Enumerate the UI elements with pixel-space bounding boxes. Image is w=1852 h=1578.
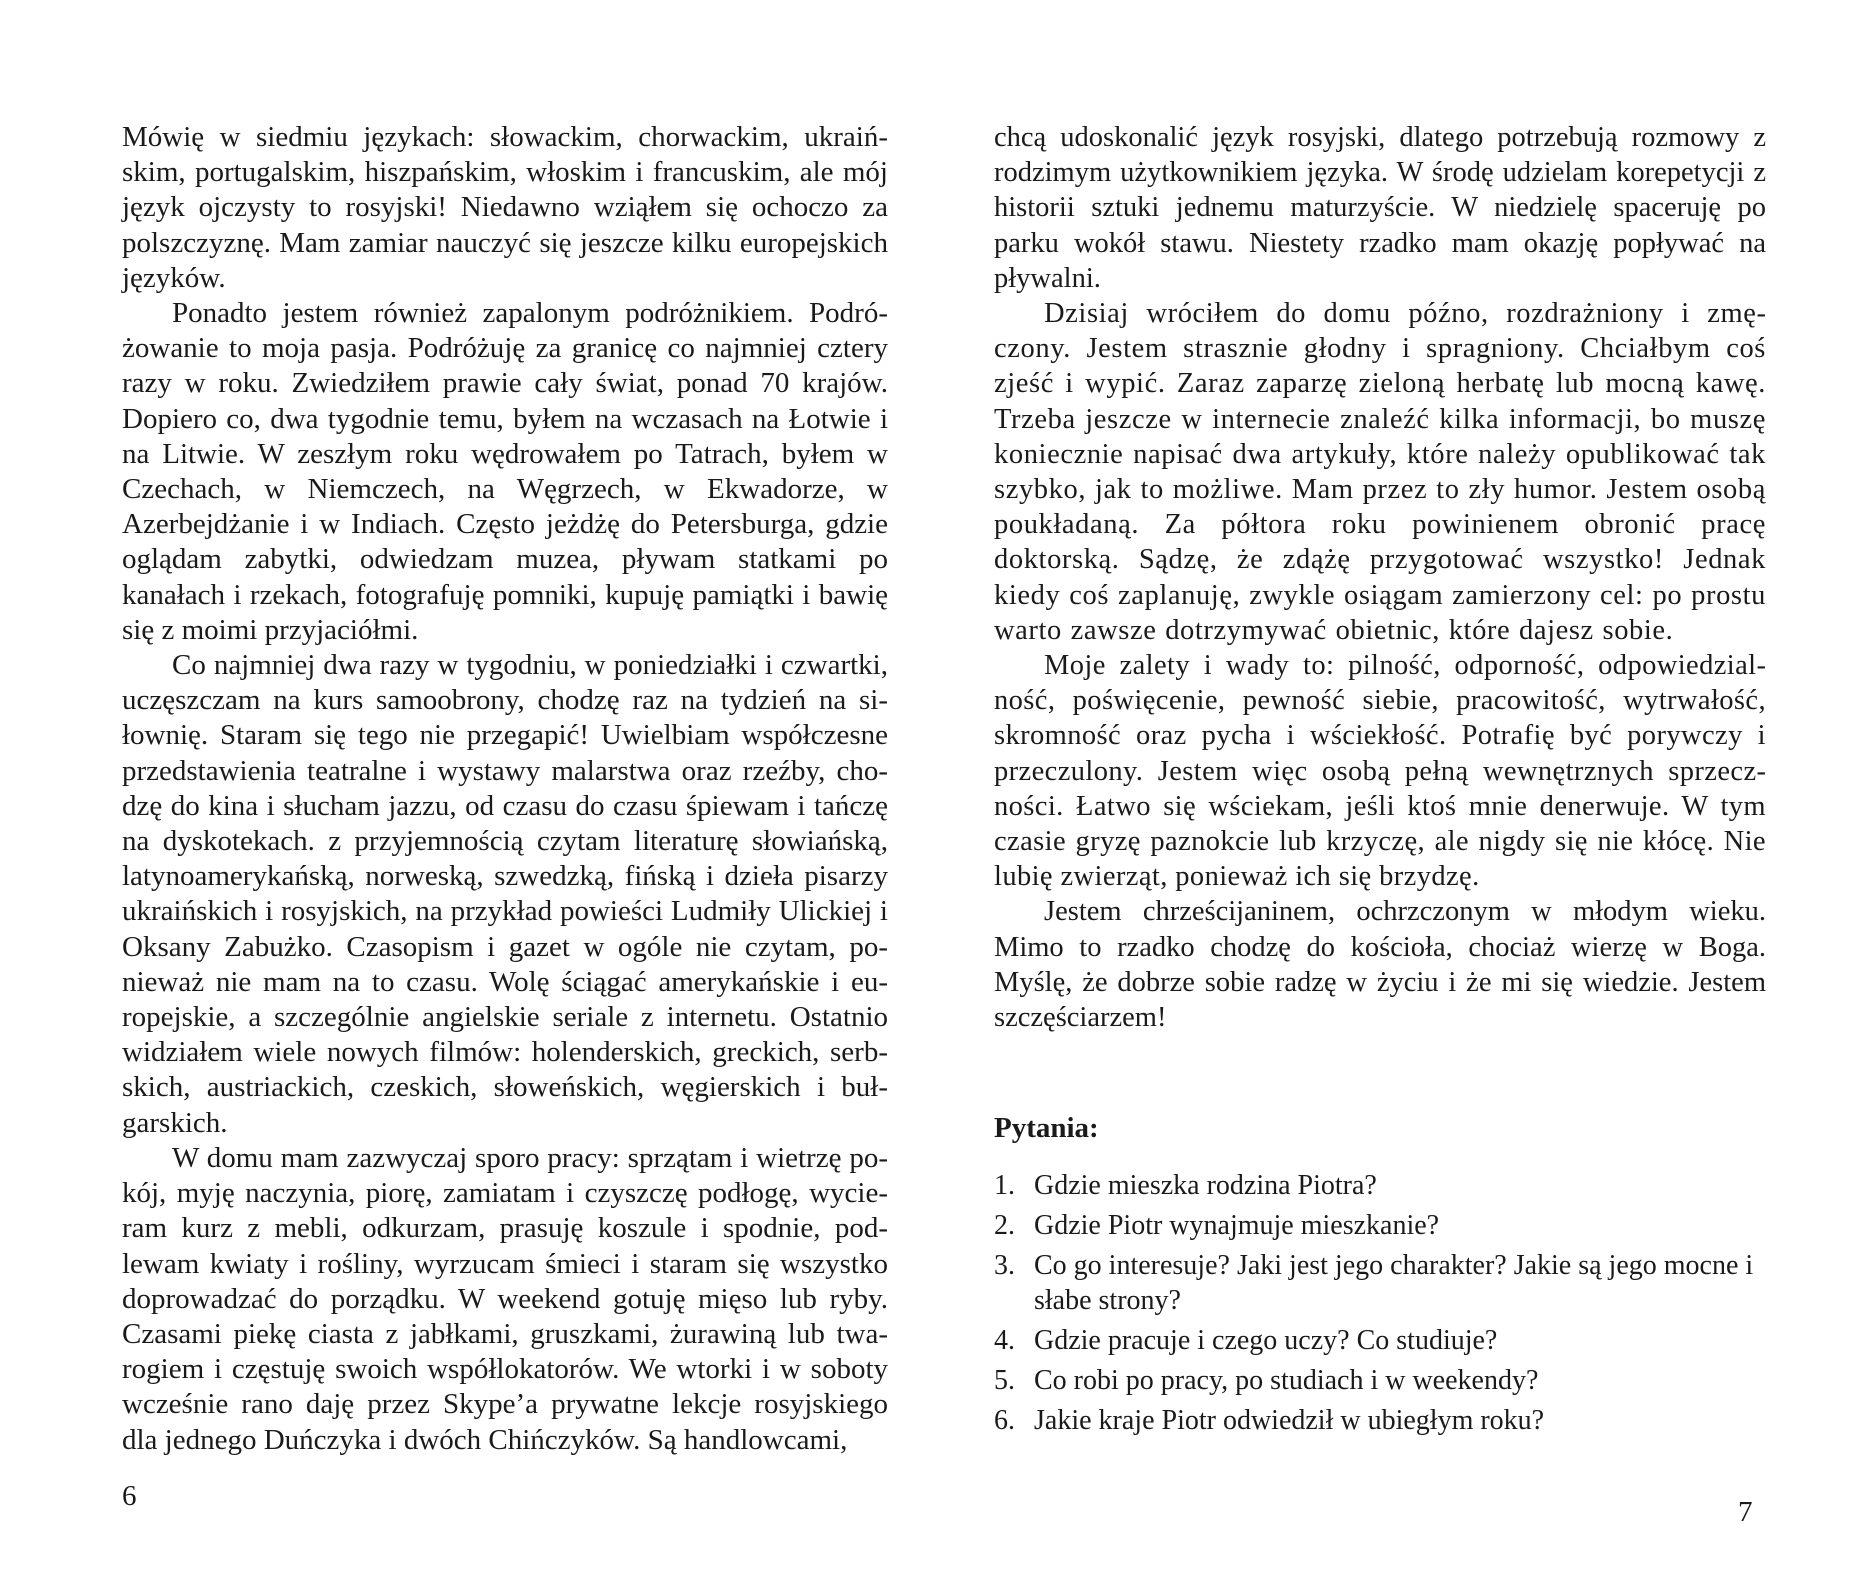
paragraph: Mówię w siedmiu językach: słowackim, chorwackim, ukraińskim, portugalskim, hiszpańskim, włoskim i francuskim, ale mój język ojczysty to rosyjski! Niedawno wziąłem się ochoczo za polszczyznę. Mam zamiar nauczyć się jeszcze kilku europejskich języków.	[122, 121, 888, 294]
question-text: Gdzie Piotr wynajmuje mieszkanie?	[1034, 1210, 1440, 1241]
paragraph: Moje zalety i wady to: pilność, odporność, odpowiedzialność, poświęcenie, pewność siebie, pracowitość, wytrwałość, skromność oraz pycha i wściekłość. Potrafię być porywczy i przeczulony. Jestem więc osobą pełną wewnętrznych sprzeczności. Łatwo się wściekam, jeśli ktoś mnie denerwuje. W tym czasie gryzę paznokcie lub krzyczę, ale nigdy się nie kłócę. Nie lubię zwierząt, ponieważ ich się brzydzę.	[994, 650, 1766, 893]
question-item	[994, 1363, 1766, 1398]
question-text: Co go interesuje? Jaki jest jego charakter? Jakie są jego mocne i słabe strony?	[1034, 1250, 1754, 1316]
question-text: Co robi po pracy, po studiach i w weekendy?	[1034, 1365, 1539, 1396]
paragraph: W domu mam zazwyczaj sporo pracy: sprzątam i wietrzę pokój, myję naczynia, piorę, zamiatam i czyszczę podłogę, wycieram kurz z mebli, odkurzam, prasuję koszule i spodnie, podlewam kwiaty i rośliny, wyrzucam śmieci i staram się wszystko doprowadzać do porządku. W weekend gotuję mięso lub ryby. Czasami piekę ciasta z jabłkami, gruszkami, żurawiną lub twarogiem i częstuję swoich współlokatorów. We wtorki i w soboty wcześnie rano daję przez Skype’a prywatne lekcje rosyjskiego dla jednego Duńczyka i dwóch Chińczyków. Są handlowcami,	[122, 1141, 888, 1456]
left-page-text	[122, 120, 888, 1458]
paragraph: Co najmniej dwa razy w tygodniu, w poniedziałki i czwartki, uczęszczam na kurs samoobrony, chodzę raz na tydzień na siłownię. Staram się tego nie przegapić! Uwielbiam współczesne przedstawienia teatralne i wystawy malarstwa oraz rzeźby, chodzę do kina i słucham jazzu, od czasu do czasu śpiewam i tańczę na dyskotekach. z przyjemnością czytam literaturę słowiańską, latynoamerykańską, norweską, szwedzką, fińską i dzieła pisarzy ukraińskich i rosyjskich, na przykład powieści Ludmiły Ulickiej i Oksany Zabużko. Czasopism i gazet w ogóle nie czytam, ponieważ nie mam na to czasu. Wolę ściągać amerykańskie i europejskie, a szczególnie angielskie seriale z internetu. Ostatnio widziałem wiele nowych filmów: holenderskich, greckich, serbskich, austriackich, czeskich, słoweńskich, węgierskich i bułgarskich.	[122, 649, 888, 1139]
question-item	[994, 1323, 1766, 1358]
page-number: 7	[1738, 1496, 1753, 1528]
question-number: 5.	[994, 1365, 1015, 1396]
question-item	[994, 1168, 1766, 1203]
questions-list	[994, 1168, 1766, 1443]
question-text: Gdzie mieszka rodzina Piotra?	[1034, 1170, 1377, 1201]
question-number: 1.	[994, 1170, 1015, 1201]
question-text: Gdzie pracuje i czego uczy? Co studiuje?	[1034, 1325, 1498, 1356]
question-item	[994, 1208, 1766, 1243]
paragraph: chcą udoskonalić język rosyjski, dlatego potrzebują rozmowy z rodzimym użytkownikiem języka. W środę udzielam korepetycji z historii sztuki jednemu maturzyście. W niedzielę spaceruję po parku wokół stawu. Niestety rzadko mam okazję popływać na pływalni.	[994, 122, 1766, 294]
questions-heading: Pytania:	[994, 1112, 1099, 1144]
page-number: 6	[122, 1480, 137, 1512]
question-number: 2.	[994, 1210, 1015, 1241]
question-number: 3.	[994, 1250, 1015, 1281]
question-item	[994, 1403, 1766, 1438]
question-item	[994, 1248, 1766, 1318]
paragraph: Ponadto jestem również zapalonym podróżnikiem. Podróżowanie to moja pasja. Podróżuję za granicę co najmniej cztery razy w roku. Zwiedziłem prawie cały świat, ponad 70 krajów. Dopiero co, dwa tygodnie temu, byłem na wczasach na Łotwie i na Litwie. W zeszłym roku wędrowałem po Tatrach, byłem w Czechach, w Niemczech, na Węgrzech, w Ekwadorze, w Azerbejdżanie i w Indiach. Często jeżdżę do Petersburga, gdzie oglądam zabytki, odwiedzam muzea, pływam statkami po kanałach i rzekach, fotografuję pomniki, kupuję pamiątki i bawię się z moimi przyjaciółmi.	[122, 297, 888, 646]
question-number: 4.	[994, 1325, 1015, 1356]
question-text: Jakie kraje Piotr odwiedził w ubiegłym roku?	[1034, 1405, 1545, 1436]
question-number: 6.	[994, 1405, 1015, 1436]
paragraph: Jestem chrześcijaninem, ochrzczonym w młodym wieku. Mimo to rzadko chodzę do kościoła, chociaż wierzę w Boga. Myślę, że dobrze sobie radzę w życiu i że mi się wiedzie. Jestem szczęściarzem!	[994, 896, 1766, 1034]
right-page-text	[994, 120, 1766, 1035]
paragraph: Dzisiaj wróciłem do domu późno, rozdrażniony i zmęczony. Jestem strasznie głodny i spragniony. Chciałbym coś zjeść i wypić. Zaraz zaparzę zieloną herbatę lub mocną kawę. Trzeba jeszcze w internecie znaleźć kilka informacji, bo muszę koniecznie napisać dwa artykuły, które należy opublikować tak szybko, jak to możliwe. Mam przez to zły humor. Jestem osobą poukładaną. Za półtora roku powinienem obronić pracę doktorską. Sądzę, że zdążę przygotować wszystko! Jednak kiedy coś zaplanuję, zwykle osiągam zamierzony cel: po prostu warto zawsze dotrzymywać obietnic, które dajesz sobie.	[994, 298, 1766, 646]
